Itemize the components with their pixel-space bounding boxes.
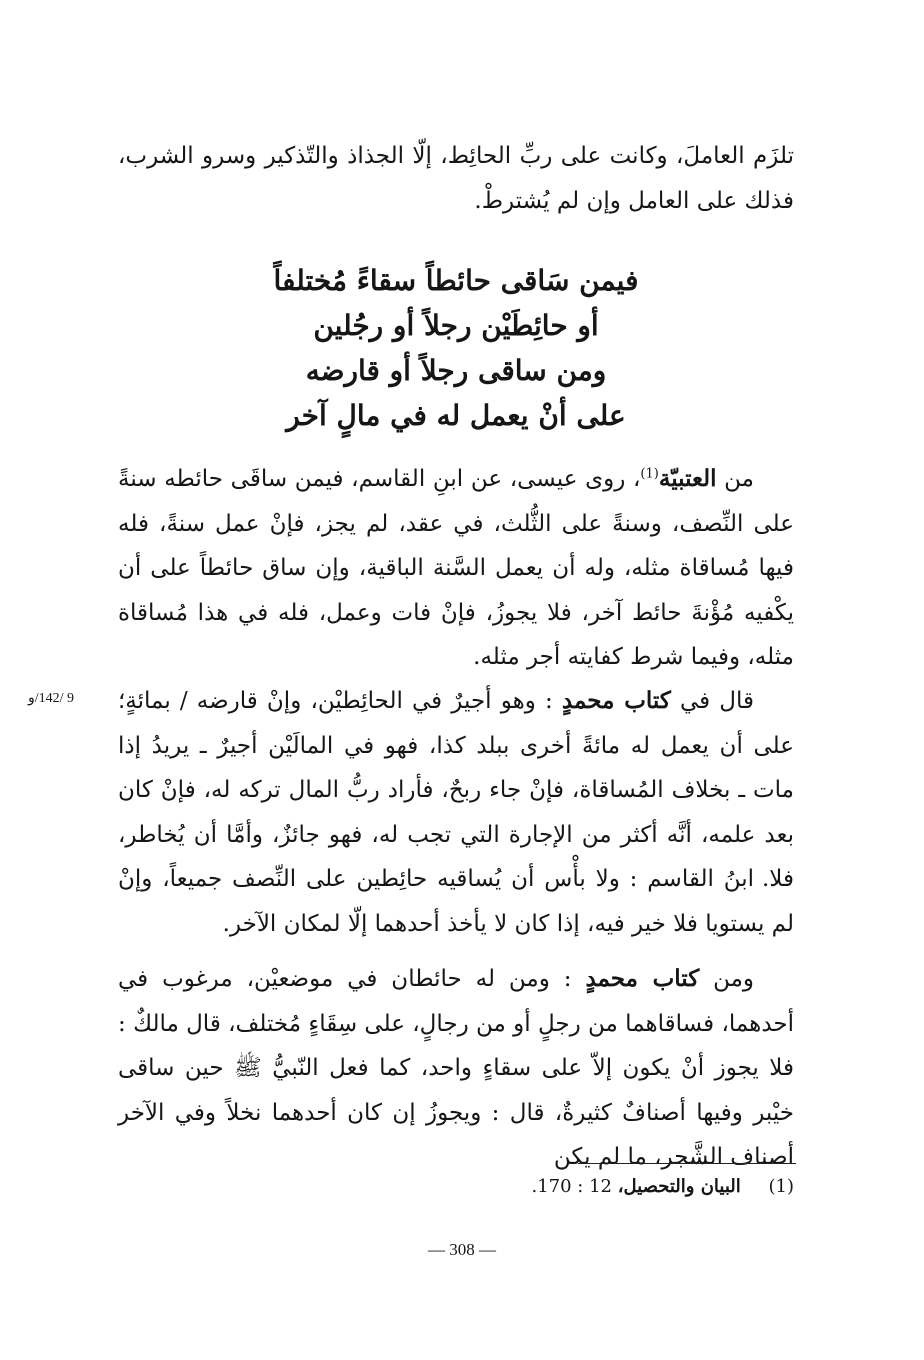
footnote-number: (1)	[768, 1176, 794, 1197]
paragraph-kitab-muhammad-2	[118, 957, 794, 1180]
book-name-muhammad-2: كتاب محمدٍ	[585, 965, 700, 992]
paragraph-ibn-qasim	[118, 857, 794, 946]
paragraph-kitab-1-text: : وهو أجيرٌ في الحائِطيْن، وإنْ قارضه / بمائةٍ؛ على أن يعمل له مائةً أخرى ببلد كذا، فهو في المالَيْن أجيرٌ ـ يريدُ إذا مات ـ بخلاف المُساقاة، فإنْ جاء ربحٌ، فأراد ربُّ المال تركه له، فإنْ كان بعد علمه، أنَّه أكثر من الإجارة التي تجب له، فهو جائزٌ، وأمَّا أن يُخاطر، فلا.	[118, 688, 794, 892]
footnote-location: 12 : 170.	[531, 1176, 612, 1197]
paragraph-utbiyya	[118, 457, 794, 680]
heading-line-3: ومن ساقى رجلاً أو قارضه	[305, 354, 607, 387]
heading-line-1: فيمن سَاقى حائطاً سقاءً مُختلفاً	[273, 264, 639, 297]
footnote	[380, 1170, 794, 1204]
section-heading	[118, 258, 794, 438]
footnote-reference[interactable]: (1)	[640, 466, 659, 482]
heading-line-2: أو حائِطَيْن رجلاً أو رجُلين	[313, 309, 599, 342]
margin-folio-note: 9 /142/و	[28, 691, 75, 706]
paragraph-intro-text: تلزَم العاملَ، وكانت على ربِّ الحائِط، إلّا الجذاذ والتّذكير وسرو الشرب، فذلك على العامل وإن لم يُشترطْ.	[118, 143, 794, 214]
paragraph-kitab-2-text: : ومن له حائطان في موضعيْن، مرغوب في أحدهما، فساقاهما من رجلٍ أو من رجالٍ، على سِقَاءٍ مُختلف، قال مالكٌ : فلا يجوز أنْ يكون إلاّ على سقاءٍ واحد، كما فعل النّبيُّ ﷺ حين ساقى خيْبر وفيها أصنافٌ كثيرةٌ، قال : ويجوزُ إن كان أحدهما نخلاً وفي الآخر أصناف الشَّجر، ما لم يكن	[118, 966, 794, 1170]
paragraph-utbiyya-text: ، روى عيسى، عن ابنِ القاسم، فيمن ساقَى حائطه سنةً على النِّصف، وسنةً على الثُّلث، في عقد، لم يجز، فإنْ عمل سنةً، فله فيها مُساقاة مثله، وله أن يعمل السَّنة الباقية، وإن ساق حائطاً على أن يكْفيه مُؤْنةَ حائط آخر، فلا يجوزُ، فإنْ فات وعمل، فله في هذا مُساقاة مثله، وفيما شرط كفايته أجر مثله.	[118, 466, 794, 670]
footnote-source: البيان والتحصيل،	[617, 1176, 741, 1197]
source-name-utbiyya: العتبيّة	[658, 465, 717, 492]
heading-line-4: على أنْ يعمل له في مالٍ آخر	[286, 399, 626, 432]
paragraph-ibn-qasim-text: ابنُ القاسم : ولا بأْس أن يُساقيه حائِطين على النِّصف جميعاً، وإنْ لم يستويا فلا خير فيه، إذا كان لا يأخذ أحدهما إلّا لمكان الآخر.	[118, 866, 794, 937]
paragraph-utbiyya-prefix: من	[724, 466, 754, 492]
paragraph-intro	[118, 134, 794, 223]
paragraph-kitab-2-prefix: ومن	[713, 966, 755, 992]
page-number: — 308 —	[428, 1240, 496, 1259]
book-name-muhammad: كتاب محمدٍ	[561, 687, 671, 714]
footnote-divider	[578, 1163, 796, 1164]
paragraph-kitab-1-prefix: قال في	[679, 688, 754, 714]
